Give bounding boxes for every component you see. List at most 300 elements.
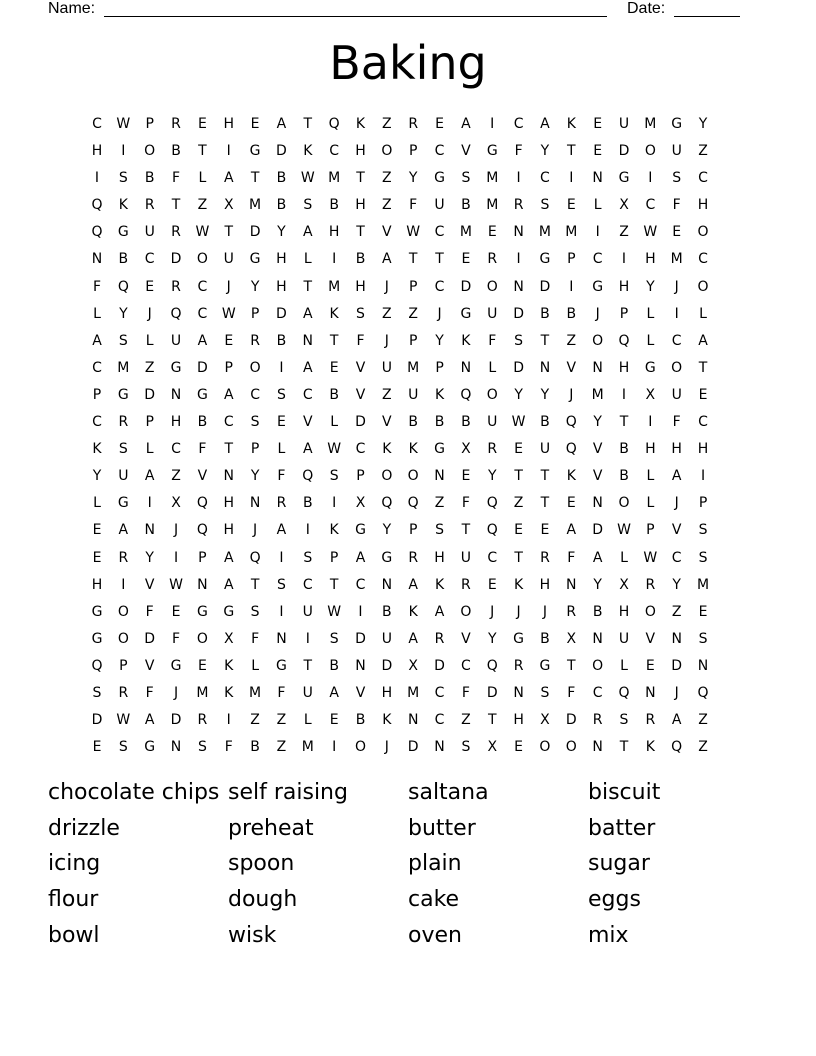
grid-letter: K — [92, 441, 102, 458]
grid-letter: D — [355, 414, 366, 431]
grid-letter: B — [619, 441, 629, 458]
grid-letter: C — [171, 441, 181, 458]
grid-letter: C — [92, 359, 102, 376]
grid-letter: I — [700, 468, 706, 485]
grid-letter: M — [407, 684, 420, 701]
grid-letter: D — [170, 251, 182, 268]
grid-letter: P — [408, 332, 418, 349]
grid-letter: L — [251, 657, 259, 674]
grid-letter: Y — [540, 143, 550, 160]
grid-letter: Q — [196, 495, 208, 512]
word-list-item: icing — [48, 851, 101, 877]
grid-letter: R — [461, 576, 471, 593]
word-list-item: eggs — [588, 887, 641, 913]
word-list-item: batter — [588, 815, 656, 841]
grid-letter: Z — [671, 603, 682, 620]
grid-letter: H — [618, 278, 630, 295]
grid-letter: I — [332, 251, 337, 268]
grid-letter: U — [408, 386, 419, 403]
grid-letter: Y — [672, 576, 681, 593]
grid-letter: X — [223, 630, 234, 647]
grid-letter: W — [300, 170, 315, 187]
grid-letter: O — [354, 739, 367, 756]
grid-letter: G — [170, 657, 182, 674]
grid-letter: A — [276, 116, 287, 132]
grid-letter: U — [381, 630, 392, 647]
grid-letter: E — [224, 332, 234, 349]
grid-letter: A — [698, 332, 708, 349]
grid-letter: G — [592, 278, 604, 295]
grid-letter: G — [460, 305, 472, 322]
grid-letter: S — [197, 739, 207, 756]
grid-letter: D — [460, 278, 472, 295]
grid-letter: H — [697, 441, 709, 458]
grid-letter: W — [643, 549, 658, 566]
grid-letter: P — [408, 143, 418, 160]
grid-letter: L — [646, 332, 655, 349]
grid-letter: S — [118, 441, 128, 458]
grid-letter: C — [487, 549, 498, 566]
grid-letter: C — [144, 251, 155, 268]
grid-letter: I — [569, 278, 574, 295]
grid-letter: A — [223, 576, 234, 593]
grid-letter: N — [539, 359, 551, 376]
grid-letter: R — [513, 197, 524, 214]
grid-letter: S — [118, 739, 128, 756]
grid-letter: N — [434, 468, 445, 485]
grid-letter: R — [250, 332, 260, 349]
grid-letter: E — [566, 197, 576, 214]
grid-letter: K — [329, 305, 339, 322]
grid-letter: G — [117, 386, 129, 403]
grid-letter: F — [567, 684, 576, 701]
grid-letter: I — [674, 305, 679, 322]
grid-letter: M — [196, 684, 209, 701]
grid-letter: B — [276, 197, 287, 214]
grid-letter: K — [329, 522, 339, 539]
grid-letter: K — [434, 386, 445, 403]
grid-letter: D — [91, 712, 103, 729]
grid-letter: B — [302, 495, 313, 512]
grid-letter: J — [173, 684, 179, 701]
grid-letter: N — [592, 495, 603, 512]
grid-letter: O — [486, 278, 498, 295]
grid-letter: C — [671, 549, 682, 566]
grid-letter: B — [276, 170, 287, 187]
grid-letter: Q — [618, 684, 630, 701]
grid-letter: D — [355, 630, 366, 647]
grid-letter: M — [697, 576, 710, 593]
word-list-item: chocolate chips — [48, 780, 220, 805]
grid-letter: G — [644, 359, 656, 376]
grid-letter: Y — [145, 549, 154, 566]
grid-letter: D — [618, 143, 630, 160]
grid-letter: I — [332, 495, 337, 512]
grid-letter: S — [303, 549, 313, 566]
grid-letter: E — [540, 522, 550, 539]
grid-letter: R — [408, 549, 419, 566]
grid-letter: A — [303, 441, 313, 458]
grid-letter: S — [435, 522, 444, 539]
grid-letter: Z — [276, 712, 287, 729]
grid-letter: H — [539, 576, 551, 593]
grid-letter: M — [591, 386, 604, 403]
grid-letter: V — [566, 359, 577, 376]
grid-letter: M — [486, 170, 499, 187]
grid-letter: R — [171, 224, 181, 241]
grid-letter: R — [434, 630, 445, 647]
grid-letter: F — [145, 684, 154, 701]
word-list-item: spoon — [228, 851, 295, 877]
grid-letter: M — [644, 116, 657, 132]
grid-letter: R — [487, 251, 498, 268]
grid-letter: Q — [249, 549, 261, 566]
word-list-item: wisk — [228, 922, 277, 948]
grid-letter: B — [118, 251, 129, 268]
grid-letter: T — [435, 251, 444, 268]
grid-letter: R — [276, 495, 287, 512]
grid-letter: U — [618, 116, 630, 132]
grid-letter: W — [169, 576, 183, 593]
grid-letter: Z — [434, 495, 445, 512]
grid-letter: H — [91, 143, 103, 160]
grid-letter: P — [224, 359, 233, 376]
grid-letter: F — [672, 414, 681, 431]
grid-letter: O — [486, 386, 498, 403]
worksheet-header — [48, 0, 748, 20]
grid-letter: M — [249, 197, 262, 214]
grid-letter: T — [567, 657, 576, 674]
grid-letter: T — [540, 332, 550, 349]
grid-letter: T — [540, 468, 550, 485]
grid-letter: S — [118, 332, 128, 349]
grid-letter: D — [513, 305, 524, 322]
grid-letter: Q — [486, 522, 498, 539]
grid-letter: V — [592, 441, 603, 458]
grid-letter: J — [147, 305, 152, 322]
grid-letter: F — [198, 441, 207, 458]
grid-letter: B — [276, 332, 287, 349]
grid-letter: H — [91, 576, 103, 593]
grid-letter: G — [117, 224, 129, 241]
grid-letter: Q — [91, 657, 103, 674]
grid-letter: Z — [698, 712, 708, 729]
grid-letter: S — [461, 170, 471, 187]
grid-letter: O — [196, 251, 208, 268]
grid-letter: Y — [382, 522, 392, 539]
grid-letter: T — [619, 414, 629, 431]
grid-letter: T — [487, 712, 497, 729]
grid-letter: X — [408, 657, 418, 674]
grid-letter: N — [302, 332, 314, 349]
grid-letter: I — [516, 170, 521, 187]
name-line[interactable] — [104, 16, 607, 17]
grid-letter: A — [382, 251, 392, 268]
grid-letter: G — [513, 630, 525, 647]
grid-letter: P — [119, 657, 128, 674]
grid-letter: M — [670, 251, 683, 268]
grid-letter: K — [408, 603, 418, 620]
grid-letter: U — [118, 468, 129, 485]
grid-letter: V — [671, 522, 682, 539]
grid-letter: J — [173, 522, 179, 539]
grid-letter: D — [592, 522, 604, 539]
grid-letter: Y — [698, 116, 708, 132]
grid-letter: D — [513, 359, 524, 376]
grid-letter: N — [144, 522, 155, 539]
grid-letter: E — [435, 116, 444, 132]
grid-letter: V — [382, 224, 392, 241]
grid-letter: P — [567, 251, 576, 268]
grid-letter: R — [513, 657, 524, 674]
grid-letter: A — [434, 603, 445, 620]
grid-letter: E — [329, 712, 339, 729]
grid-letter: K — [566, 116, 576, 132]
grid-letter: E — [329, 359, 339, 376]
grid-letter: T — [303, 116, 313, 132]
grid-letter: U — [302, 684, 313, 701]
grid-letter: A — [592, 549, 603, 566]
grid-letter: I — [358, 603, 363, 620]
grid-letter: Y — [593, 414, 602, 431]
grid-letter: S — [250, 603, 260, 620]
grid-letter: K — [566, 468, 576, 485]
grid-letter: N — [170, 739, 182, 756]
grid-letter: P — [619, 305, 629, 322]
grid-letter: D — [144, 386, 156, 403]
grid-letter: X — [540, 712, 550, 729]
grid-letter: V — [355, 359, 366, 376]
grid-letter: F — [672, 197, 681, 214]
grid-letter: N — [381, 576, 393, 593]
grid-letter: A — [303, 359, 313, 376]
grid-letter: B — [329, 197, 339, 214]
grid-letter: D — [276, 305, 287, 322]
grid-letter: W — [116, 712, 131, 729]
grid-letter: W — [643, 224, 658, 241]
grid-letter: Q — [91, 197, 103, 214]
grid-letter: K — [645, 739, 655, 756]
grid-letter: J — [384, 332, 389, 349]
grid-letter: B — [197, 414, 208, 431]
grid-letter: T — [224, 441, 234, 458]
grid-letter: T — [461, 522, 471, 539]
grid-letter: H — [223, 116, 235, 132]
grid-letter: N — [671, 630, 682, 647]
grid-letter: U — [671, 143, 682, 160]
grid-letter: S — [92, 684, 102, 701]
grid-letter: A — [355, 549, 366, 566]
grid-letter: C — [329, 143, 340, 160]
grid-letter: Q — [565, 414, 577, 431]
grid-letter: F — [251, 630, 260, 647]
grid-letter: Q — [486, 657, 498, 674]
grid-letter: K — [408, 441, 418, 458]
date-label: Date: — [627, 0, 666, 17]
grid-letter: V — [303, 414, 313, 431]
grid-letter: T — [356, 170, 365, 187]
grid-letter: X — [619, 576, 629, 593]
grid-letter: R — [645, 576, 656, 593]
grid-letter: Q — [486, 495, 498, 512]
grid-letter: G — [434, 170, 445, 187]
grid-letter: K — [461, 332, 471, 349]
grid-letter: S — [540, 197, 550, 214]
grid-letter: Y — [119, 305, 128, 322]
grid-letter: U — [460, 549, 472, 566]
grid-letter: C — [698, 414, 708, 431]
grid-letter: G — [117, 495, 129, 512]
grid-letter: Y — [408, 170, 418, 187]
grid-letter: N — [223, 468, 234, 485]
word-list-item: plain — [408, 851, 462, 877]
grid-letter: A — [303, 305, 313, 322]
grid-letter: O — [407, 468, 419, 485]
grid-letter: E — [593, 143, 603, 160]
grid-letter: Z — [382, 197, 392, 214]
grid-letter: G — [249, 251, 261, 268]
grid-letter: A — [329, 684, 339, 701]
grid-letter: V — [382, 414, 392, 431]
grid-letter: D — [565, 712, 577, 729]
grid-letter: N — [592, 170, 603, 187]
grid-letter: A — [540, 116, 550, 132]
grid-letter: N — [434, 739, 445, 756]
grid-letter: E — [487, 576, 497, 593]
grid-letter: Q — [565, 441, 577, 458]
grid-letter: Z — [408, 305, 418, 322]
date-line[interactable] — [674, 16, 740, 17]
grid-letter: T — [540, 495, 550, 512]
grid-letter: K — [224, 684, 234, 701]
grid-letter: Y — [250, 278, 260, 295]
grid-letter: D — [249, 224, 261, 241]
grid-letter: S — [276, 576, 286, 593]
grid-letter: O — [144, 143, 156, 160]
grid-letter: C — [197, 305, 208, 322]
grid-letter: Z — [566, 332, 577, 349]
grid-letter: T — [303, 278, 313, 295]
grid-letter: Z — [197, 197, 208, 214]
grid-letter: L — [593, 197, 602, 214]
grid-letter: Z — [461, 712, 471, 729]
grid-letter: P — [92, 386, 102, 403]
grid-letter: U — [487, 305, 498, 322]
grid-letter: R — [118, 414, 129, 431]
grid-letter: I — [147, 495, 152, 512]
grid-letter: O — [381, 468, 393, 485]
grid-letter: L — [620, 549, 628, 566]
grid-letter: X — [171, 495, 181, 512]
grid-letter: C — [461, 657, 471, 674]
grid-letter: Y — [487, 630, 497, 647]
grid-letter: I — [332, 739, 337, 756]
grid-letter: N — [407, 712, 419, 729]
grid-letter: I — [595, 224, 600, 241]
grid-letter: T — [250, 170, 260, 187]
grid-letter: E — [487, 224, 497, 241]
grid-letter: J — [384, 739, 389, 756]
grid-letter: G — [355, 522, 366, 539]
grid-letter: G — [618, 170, 630, 187]
grid-letter: X — [566, 630, 577, 647]
grid-letter: P — [435, 359, 444, 376]
grid-letter: E — [92, 522, 102, 539]
grid-letter: Y — [277, 224, 286, 241]
grid-letter: M — [328, 170, 341, 187]
name-label: Name: — [48, 0, 96, 17]
grid-letter: M — [459, 224, 472, 241]
grid-letter: R — [487, 441, 498, 458]
grid-letter: H — [328, 224, 340, 241]
grid-letter: H — [697, 197, 709, 214]
grid-letter: R — [540, 549, 550, 566]
word-list-item: butter — [408, 815, 476, 841]
grid-letter: R — [144, 197, 155, 214]
grid-letter: H — [355, 143, 366, 160]
grid-letter: Q — [170, 305, 182, 322]
grid-letter: F — [172, 630, 181, 647]
grid-letter: T — [224, 224, 234, 241]
grid-letter: H — [434, 549, 445, 566]
grid-letter: O — [592, 332, 604, 349]
grid-letter: W — [327, 603, 342, 620]
grid-letter: N — [697, 657, 709, 674]
grid-letter: D — [381, 657, 393, 674]
grid-letter: O — [117, 603, 129, 620]
grid-letter: V — [645, 630, 656, 647]
grid-letter: T — [567, 143, 576, 160]
grid-letter: Y — [92, 468, 102, 485]
grid-letter: C — [698, 170, 708, 187]
grid-letter: B — [540, 630, 550, 647]
grid-letter: F — [488, 332, 497, 349]
grid-letter: R — [171, 278, 181, 295]
grid-letter: P — [198, 549, 207, 566]
grid-letter: Y — [514, 386, 523, 403]
grid-letter: F — [461, 684, 470, 701]
grid-letter: W — [116, 116, 131, 132]
grid-letter: Q — [460, 386, 472, 403]
grid-letter: Q — [618, 332, 630, 349]
grid-letter: S — [329, 630, 339, 647]
grid-letter: V — [355, 386, 366, 403]
grid-letter: J — [674, 278, 679, 295]
grid-letter: O — [460, 603, 472, 620]
grid-letter: U — [302, 603, 313, 620]
grid-letter: E — [197, 657, 207, 674]
grid-letter: Z — [144, 359, 155, 376]
grid-letter: M — [117, 359, 130, 376]
word-list-item: drizzle — [48, 815, 120, 841]
grid-letter: N — [170, 386, 182, 403]
grid-letter: F — [461, 495, 470, 512]
grid-letter: S — [303, 197, 313, 214]
grid-letter: N — [513, 684, 524, 701]
grid-letter: A — [223, 386, 234, 403]
grid-letter: U — [487, 414, 498, 431]
grid-letter: N — [249, 495, 261, 512]
grid-letter: A — [223, 170, 234, 187]
grid-letter: G — [486, 143, 498, 160]
grid-letter: H — [355, 197, 366, 214]
grid-letter: B — [566, 305, 577, 322]
word-list-item: cake — [408, 887, 460, 913]
grid-letter: N — [592, 359, 603, 376]
grid-letter: C — [671, 332, 682, 349]
grid-letter: J — [542, 603, 547, 620]
grid-letter: X — [645, 386, 656, 403]
